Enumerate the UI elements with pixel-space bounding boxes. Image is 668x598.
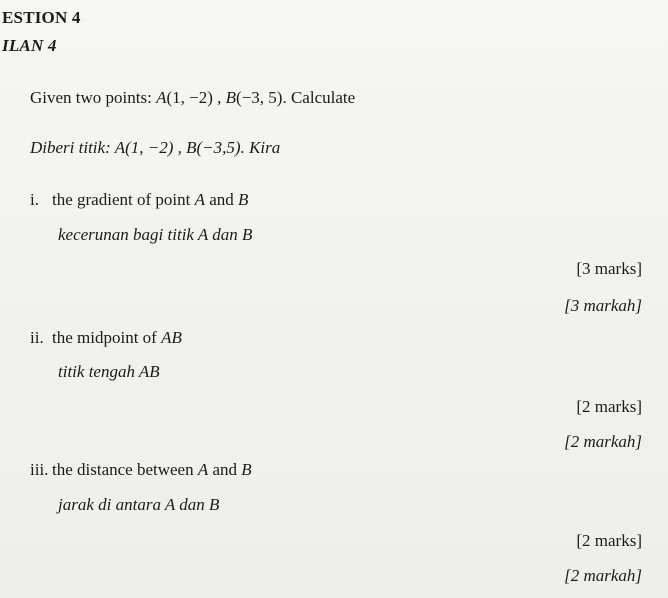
point-b-coords-ms: (−3,5) bbox=[196, 138, 241, 157]
part-ii-numeral: ii. bbox=[30, 328, 44, 347]
point-a-name: A bbox=[156, 88, 167, 107]
question-heading: ESTION 4 bbox=[2, 8, 81, 27]
point-b-coords: (−3, 5) bbox=[236, 88, 283, 107]
intro-ms-prefix: Diberi titik: bbox=[30, 138, 115, 157]
point-b-name: B bbox=[225, 88, 237, 107]
point-b-name-ms: B bbox=[186, 138, 197, 157]
part-i-and: and bbox=[204, 190, 239, 209]
part-iii-english bbox=[30, 460, 252, 480]
part-ii-marks-ms: [2 markah] bbox=[564, 432, 642, 451]
part-iii-and: and bbox=[208, 460, 242, 479]
part-i-english bbox=[30, 190, 248, 210]
intro-separator: , bbox=[212, 88, 226, 107]
point-a-name-ms: A bbox=[114, 138, 126, 157]
part-i-numeral: i. bbox=[30, 190, 39, 209]
part-i-point-b: B bbox=[238, 190, 249, 209]
intro-english bbox=[30, 88, 355, 108]
point-a-coords-ms: (1, −2) bbox=[125, 138, 174, 157]
part-iii-point-b: B bbox=[241, 460, 252, 479]
part-i-marks: [3 marks] bbox=[576, 259, 642, 278]
part-iii-point-a: A bbox=[197, 460, 209, 479]
part-i-marks-ms: [3 markah] bbox=[564, 296, 642, 315]
part-i-text: the gradient of point bbox=[52, 190, 195, 209]
intro-malay bbox=[30, 138, 280, 158]
part-iii-marks-ms: [2 markah] bbox=[564, 566, 642, 585]
part-ii-english bbox=[30, 328, 182, 348]
part-ii-malay: titik tengah AB bbox=[58, 362, 160, 381]
part-iii-numeral: iii. bbox=[30, 460, 49, 479]
intro-en-suffix: . Calculate bbox=[282, 88, 356, 107]
part-i-point-a: A bbox=[194, 190, 205, 209]
part-iii-text: the distance between bbox=[52, 460, 198, 479]
part-iii-marks: [2 marks] bbox=[576, 531, 642, 550]
intro-separator-ms: , bbox=[173, 138, 187, 157]
question-heading-ms: ILAN 4 bbox=[2, 36, 57, 55]
part-iii-malay: jarak di antara A dan B bbox=[58, 495, 220, 514]
part-ii-marks: [2 marks] bbox=[576, 397, 642, 416]
intro-en-prefix: Given two points: bbox=[30, 88, 157, 107]
part-ii-segment: AB bbox=[161, 328, 182, 347]
part-ii-text: the midpoint of bbox=[52, 328, 162, 347]
part-i-malay: kecerunan bagi titik A dan B bbox=[58, 225, 253, 244]
point-a-coords: (1, −2) bbox=[166, 88, 213, 107]
intro-ms-suffix: . Kira bbox=[240, 138, 281, 157]
